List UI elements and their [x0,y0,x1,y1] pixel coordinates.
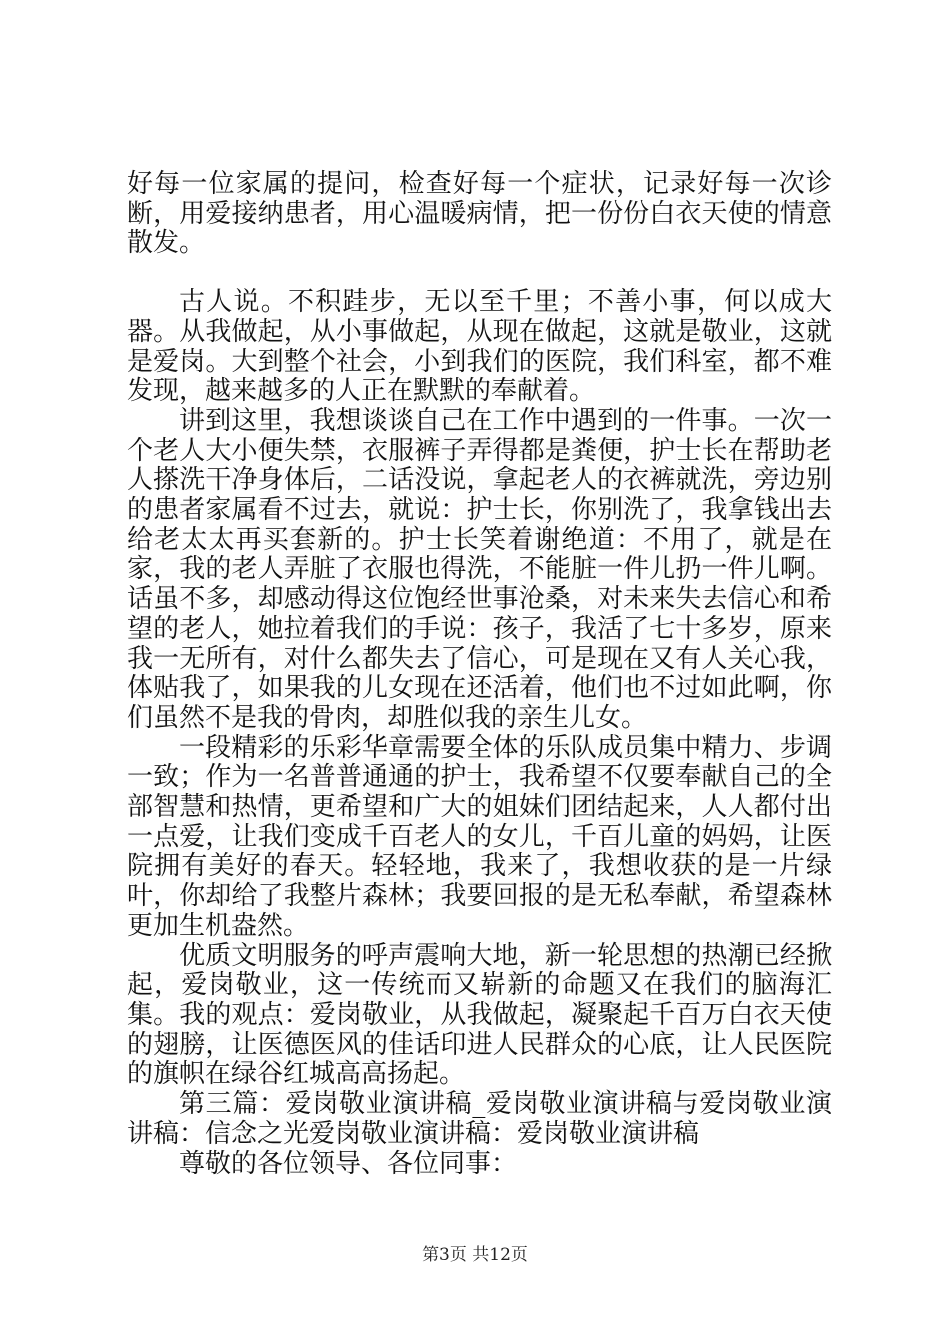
paragraph-quality-service: 优质文明服务的呼声震响大地，新一轮思想的热潮已经掀起，爱岗敬业，这一传统而又崭新的命题又在我们的脑海汇集。我的观点：爱岗敬业，从我做起，凝聚起千百万白衣天使的翅膀，让医德医风的佳话印进人民群众的心底，让人民医院的旗帜在绿谷红城高高扬起。 [127,940,832,1090]
document-body [127,170,832,1179]
paragraph-continuation: 好每一位家属的提问，检查好每一个症状，记录好每一次诊断，用爱接纳患者，用心温暖病情，把一份份白衣天使的情意散发。 [127,169,832,259]
section-heading-part-three: 第三篇：爱岗敬业演讲稿_爱岗敬业演讲稿与爱岗敬业演讲稿：信念之光爱岗敬业演讲稿：爱岗敬业演讲稿 [127,1089,832,1149]
paragraph-head-nurse-story: 讲到这里，我想谈谈自己在工作中遇到的一件事。一次一个老人大小便失禁，衣服裤子弄得都是粪便，护士长在帮助老人搽洗干净身体后，二话没说，拿起老人的衣裤就洗，旁边别的患者家属看不过去，就说：护士长，你别洗了，我拿钱出去给老太太再买套新的。护士长笑着谢绝道：不用了，就是在家，我的老人弄脏了衣服也得洗，不能脏一件儿扔一件儿啊。话虽不多，却感动得这位饱经世事沧桑，对未来失去信心和希望的老人，她拉着我们的手说：孩子，我活了七十多岁，原来我一无所有，对什么都失去了信心，可是现在又有人关心我，体贴我了，如果我的儿女现在还活着，他们也不过如此啊，你们虽然不是我的骨肉，却胜似我的亲生儿女。 [127,405,832,733]
salutation: 尊敬的各位领导、各位同事： [179,1148,518,1179]
page-number-footer: 第3页 共12页 [422,1245,528,1265]
paragraph-music-metaphor: 一段精彩的乐彩华章需要全体的乐队成员集中精力、步调一致；作为一名普普通通的护士，我希望不仅要奉献自己的全部智慧和热情，更希望和广大的姐妹们团结起来，人人都付出一点爱，让我们变成千百老人的女儿，千百儿童的妈妈，让医院拥有美好的春天。轻轻地，我来了，我想收获的是一片绿叶，你却给了我整片森林；我要回报的是无私奉献，希望森林更加生机盎然。 [127,732,832,941]
paragraph-ancient-saying: 古人说。不积跬步，无以至千里；不善小事，何以成大器。从我做起，从小事做起，从现在做起，这就是敬业，这就是爱岗。大到整个社会，小到我们的医院，我们科室，都不难发现，越来越多的人正在默默的奉献着。 [127,287,832,407]
